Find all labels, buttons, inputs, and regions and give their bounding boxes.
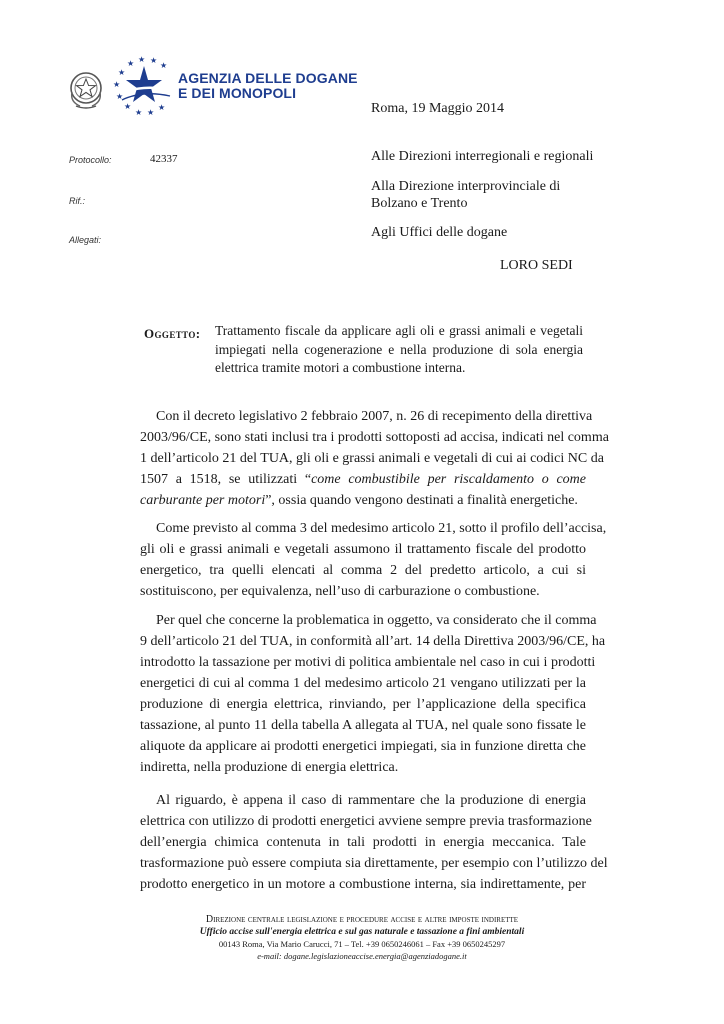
recipient-direzione-bolzano-trento: [371, 178, 560, 212]
body-paragraph-3: [140, 610, 606, 778]
svg-text:★: ★: [118, 68, 126, 77]
svg-text:★: ★: [135, 108, 143, 117]
body-line: Per quel che concerne la problematica in oggetto, va considerato che il comma: [156, 613, 597, 628]
body-line: produzione di energia elettrica, rinviando, per l’applicazione della specifica: [140, 697, 586, 712]
body-line: energetico, tra quelli elencati al comma 2 del predetto articolo, a cui si: [140, 563, 586, 578]
body-line: elettrica con utilizzo di prodotti energetici avviene sempre previa trasformazione: [140, 814, 592, 829]
body-quote: come combustibile per riscaldamento o come: [311, 472, 586, 487]
protocollo-value: 42337: [150, 153, 178, 165]
protocollo-label: Protocollo:: [69, 155, 112, 165]
body-line: gli oli e grassi animali e vegetali assumono il trattamento fiscale del prodotto: [140, 542, 586, 557]
agency-name: [178, 71, 358, 101]
svg-text:★: ★: [158, 103, 166, 112]
svg-text:★: ★: [116, 92, 124, 101]
body-line: Con il decreto legislativo 2 febbraio 2007, n. 26 di recepimento della direttiva: [156, 409, 593, 424]
allegati-label: Allegati:: [69, 235, 102, 245]
footer-address: 00143 Roma, Via Mario Carucci, 71 – Tel. +39 0650246061 – Fax +39 0650245297: [218, 939, 506, 949]
body-line: energetici di cui al comma 1 del medesimo articolo 21 vengano utilizzati per la: [140, 676, 586, 691]
italian-emblem-icon: [66, 68, 106, 110]
agency-name-line1: AGENZIA DELLE DOGANE: [178, 70, 358, 86]
body-line: trasformazione può essere compiuta sia direttamente, per esempio con l’utilizzo del: [140, 856, 608, 871]
body-quote: carburante per motori: [140, 493, 266, 508]
subject-line: impiegati nella cogenerazione e nella produzione di sola energia: [215, 341, 583, 357]
body-text: 1507 a 1518, se utilizzati “: [140, 472, 312, 487]
letter-date: Roma, 19 Maggio 2014: [371, 101, 504, 116]
svg-text:★: ★: [150, 56, 158, 65]
agency-name-line2: E DEI MONOPOLI: [178, 85, 297, 101]
svg-text:★: ★: [124, 102, 132, 111]
star-circle-logo-icon: [110, 54, 174, 118]
body-line: dell’energia chimica contenuta in tali prodotti in energia meccanica. Tale: [140, 835, 586, 850]
svg-text:★: ★: [113, 80, 121, 89]
body-line: [140, 490, 586, 511]
footer-office: Ufficio accise sull'energia elettrica e sul gas naturale e tassazione a fini ambientali: [199, 927, 525, 937]
subject-label: Oggetto:: [144, 326, 201, 341]
body-line: 2003/96/CE, sono stati inclusi tra i prodotti sottoposti ad accisa, indicati nel comma: [140, 430, 609, 445]
subject-line: Trattamento fiscale da applicare agli oli e grassi animali e vegetali: [215, 323, 583, 338]
footer-department: Direzione centrale legislazione e procedure accise e altre imposte indirette: [205, 914, 519, 925]
loro-sedi: LORO SEDI: [500, 258, 573, 273]
subject-line: elettrica tramite motori a combustione interna.: [215, 360, 466, 375]
body-line: aliquote da applicare ai prodotti energetici impiegati, sia in funzione diretta che: [140, 739, 586, 754]
recipient-line: Bolzano e Trento: [371, 196, 468, 211]
body-paragraph-2: [140, 518, 607, 602]
svg-text:★: ★: [138, 55, 146, 64]
body-line: introdotto la tassazione per motivi di politica ambientale nel caso in cui i prodotti: [140, 655, 596, 670]
body-line: [140, 469, 586, 490]
body-line: Al riguardo, è appena il caso di rammentare che la produzione di energia: [156, 793, 586, 808]
body-line: 1 dell’articolo 21 del TUA, gli oli e grassi animali e vegetali di cui ai codici NC da: [140, 451, 604, 466]
body-paragraph-1: [140, 406, 609, 511]
page-footer: [112, 914, 612, 962]
body-text: ”, ossia quando vengono destinati a finalità energetiche.: [265, 493, 578, 508]
svg-text:★: ★: [127, 59, 135, 68]
footer-email: e-mail: dogane.legislazioneaccise.energia@agenziadogane.it: [257, 951, 467, 961]
body-line: 9 dell’articolo 21 del TUA, in conformità all’art. 14 della Direttiva 2003/96/CE, ha: [140, 634, 606, 649]
svg-text:★: ★: [160, 61, 168, 70]
body-line: sostituiscono, per equivalenza, nell’uso di carburazione o combustione.: [140, 584, 540, 599]
body-line: prodotto energetico in un motore a combustione interna, sia indirettamente, per: [140, 877, 586, 892]
body-paragraph-4: [140, 790, 608, 895]
recipient-line: Alla Direzione interprovinciale di: [371, 179, 561, 194]
recipient-direzioni-regionali: Alle Direzioni interregionali e regionali: [371, 149, 594, 164]
body-line: Come previsto al comma 3 del medesimo articolo 21, sotto il profilo dell’accisa,: [156, 521, 607, 536]
recipient-uffici-dogane: Agli Uffici delle dogane: [371, 225, 508, 240]
rif-label: Rif.:: [69, 196, 86, 206]
body-line: indiretta, nella produzione di energia elettrica.: [140, 760, 399, 775]
svg-text:★: ★: [147, 108, 155, 117]
subject-text: [215, 322, 583, 378]
body-line: tassazione, al punto 11 della tabella A allegata al TUA, nel quale sono fissate le: [140, 718, 586, 733]
